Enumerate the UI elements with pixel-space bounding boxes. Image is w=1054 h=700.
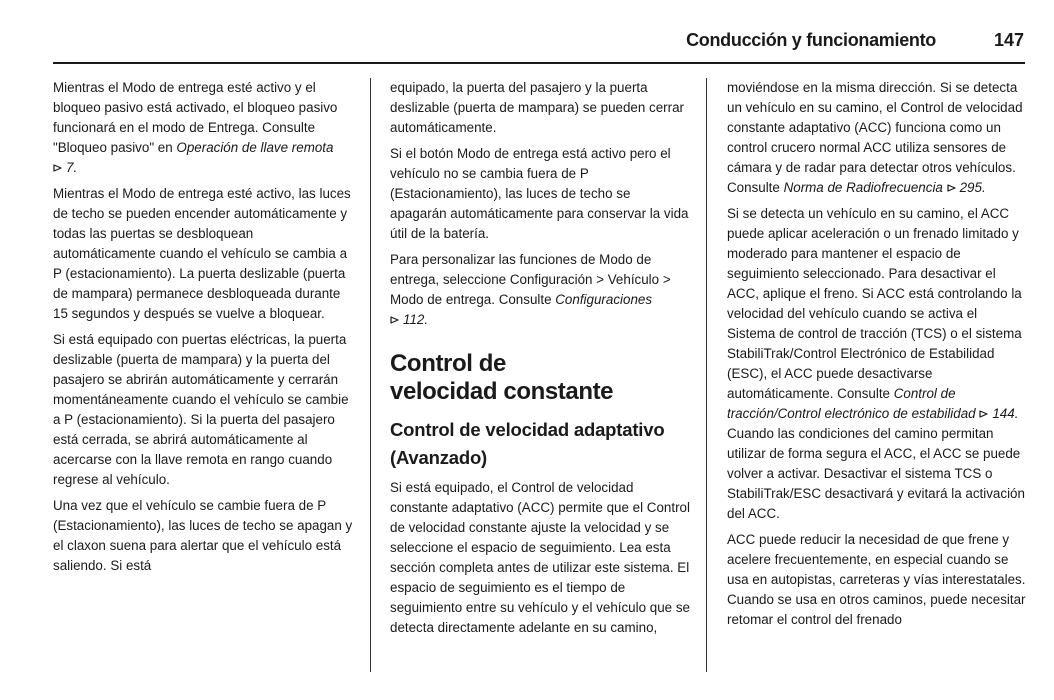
paragraph (727, 78, 1027, 198)
cross-reference-title: Operación de llave remota (176, 140, 334, 155)
text-column-2 (390, 78, 690, 638)
page-reference-arrow-icon (979, 409, 989, 419)
page-reference-arrow-icon (390, 315, 400, 325)
cross-reference-page: 295. (959, 180, 986, 195)
header-rule (53, 62, 1025, 64)
subsection-heading-line-2: (Avanzado) (390, 447, 488, 468)
page-reference-arrow-icon (53, 163, 63, 173)
paragraph-text: Cuando las condiciones del camino permitan utilizar de forma segura el ACC, el ACC se puede volver a activar. Desactivar el sistema TCS o StabiliTrak/ESC desactivará y evitará la activación del ACC. (727, 426, 1025, 521)
text-column-3 (727, 78, 1027, 630)
column-divider (706, 78, 707, 672)
running-header (640, 30, 1024, 56)
paragraph-text: Mientras el Modo de entrega esté activo y el bloqueo pasivo está activado, el bloqueo pasivo funcionará en el modo de Entrega. Consulte "Bloqueo pasivo" en (53, 80, 338, 155)
cross-reference-page: 144. (992, 406, 1019, 421)
paragraph-text: Si se detecta un vehículo en su camino, el ACC puede aplicar aceleración o un frenado limitado y moderado para mantener el espacio de seguimiento seleccionado. Para desactivar el ACC, aplique el freno. Si ACC está controlando la velocidad del vehículo cuando se activa el Sistema de control de tracción (TCS) o el sistema StabiliTrak/Control Electrónico de Estabilidad (ESC), el ACC puede desactivarse automáticamente. Consulte (727, 206, 1022, 401)
page-number: 147 (993, 30, 1024, 50)
cross-reference-title: Control de tracción/Control electrónico de estabilidad (727, 386, 976, 421)
paragraph: Una vez que el vehículo se cambie fuera de P (Estacionamiento), las luces de techo se apagan y el claxon suena para alertar que el vehículo está saliendo. Si está (53, 498, 353, 573)
paragraph: Si está equipado, el Control de velocidad constante adaptativo (ACC) permite que el Control de velocidad constante ajuste la velocidad y se seleccione el espacio de seguimiento. Lea esta sección completa antes de utilizar este sistema. El espacio de seguimiento es el tiempo de seguimiento entre su vehículo y el vehículo que se detecta directamente adelante en su camino, (390, 480, 690, 635)
paragraph: ACC puede reducir la necesidad de que frene y acelere frecuentemente, en especial cuando se usa en autopistas, carreteras y vías interestatales. Cuando se usa en otros caminos, puede necesitar retomar el control del frenado (727, 532, 1026, 627)
paragraph: Si el botón Modo de entrega está activo pero el vehículo no se cambia fuera de P (Estacionamiento), las luces de techo se apagarán automáticamente para conservar la vida útil de la batería. (390, 146, 689, 241)
section-heading-line-2: velocidad constante (390, 378, 614, 405)
cross-reference-title: Norma de Radiofrecuencia (783, 180, 943, 195)
section-heading (390, 350, 690, 406)
paragraph (390, 250, 690, 330)
running-header-section-name: Conducción y funcionamiento (686, 30, 936, 50)
paragraph (53, 78, 353, 178)
paragraph-text: moviéndose en la misma dirección. Si se detecta un vehículo en su camino, el Control de velocidad constante adaptativo (ACC) funciona como un control crucero normal ACC utiliza sensores de cámara y de radar para detectar otros vehículos. Consulte (727, 80, 1023, 195)
page-reference-arrow-icon (947, 183, 957, 193)
column-divider (370, 78, 371, 672)
paragraph-text: Para personalizar las funciones de Modo de entrega, seleccione Configuración > Vehículo > Modo de entrega. Consulte (390, 252, 671, 307)
cross-reference-page: 7. (66, 160, 78, 175)
paragraph: Mientras el Modo de entrega esté activo, las luces de techo se pueden encender automáticamente y todas las puertas se desbloquean automáticamente cuando el vehículo se cambia a P (estacionamiento). La puerta deslizable (puerta de mampara) permanece desbloqueada durante 15 segundos y después se vuelve a bloquear. (53, 186, 351, 321)
subsection-heading (390, 416, 690, 472)
cross-reference-title: Configuraciones (555, 292, 653, 307)
section-heading-line-1: Control de (390, 350, 506, 377)
cross-reference-page: 112. (403, 312, 429, 327)
paragraph: Si está equipado con puertas eléctricas, la puerta deslizable (puerta de mampara) y la puerta del pasajero se abrirán automáticamente y cerrarán momentáneamente cuando el vehículo se cambie a P (estacionamiento). Si la puerta del pasajero está cerrada, se abrirá automáticamente al acercarse con la llave remota en rango cuando regrese al vehículo. (53, 332, 349, 487)
paragraph: equipado, la puerta del pasajero y la puerta deslizable (puerta de mampara) se pueden cerrar automáticamente. (390, 80, 685, 135)
text-column-1 (53, 78, 353, 576)
subsection-heading-line-1: Control de velocidad adaptativo (390, 419, 665, 440)
paragraph (727, 204, 1027, 524)
